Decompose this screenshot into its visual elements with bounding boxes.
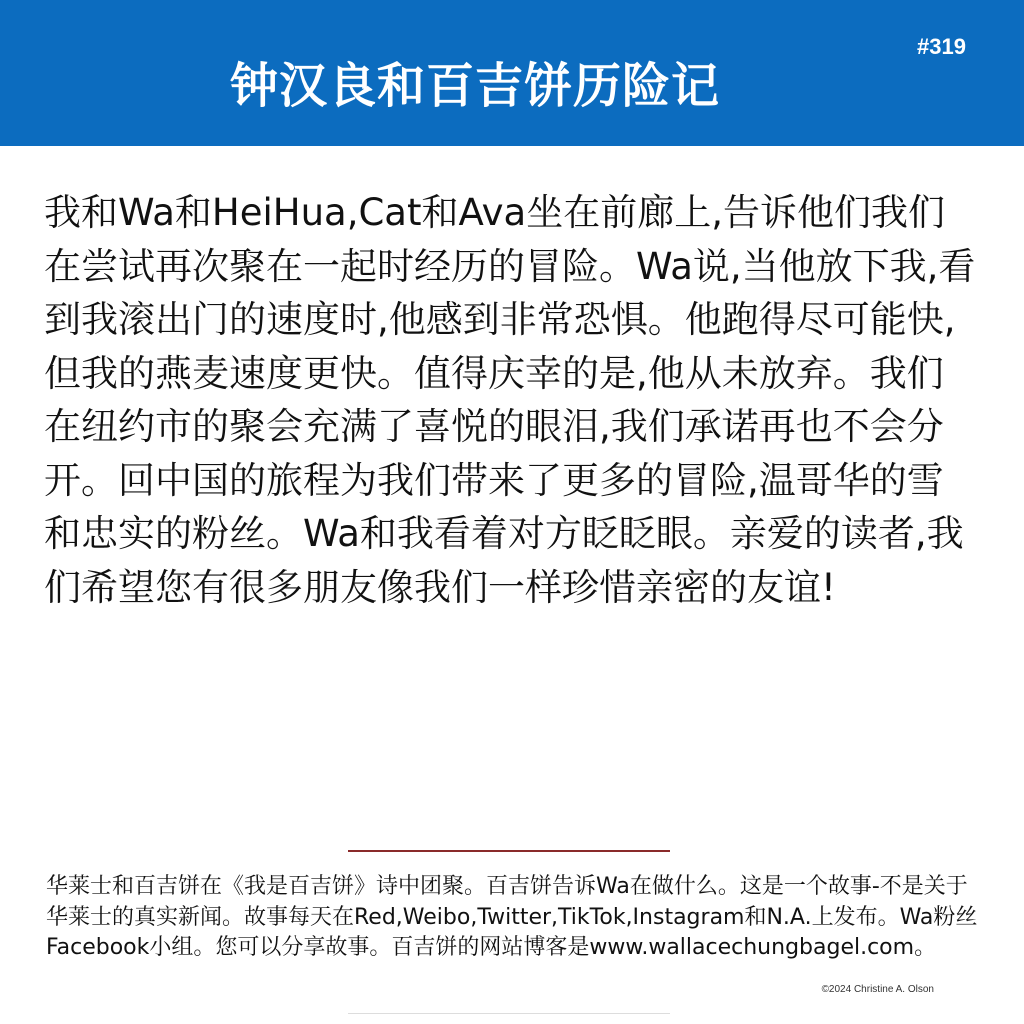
header-banner: [0, 0, 1024, 146]
bottom-rule: [348, 1013, 670, 1014]
story-text: 我和Wa和HeiHua,Cat和Ava坐在前廊上,告诉他们我们在尝试再次聚在一起时经历的冒险。Wa说,当他放下我,看到我滚出门的速度时,他感到非常恐惧。他跑得尽可能快,但我的燕麦速度更快。值得庆幸的是,他从未放弃。我们在纽约市的聚会充满了喜悦的眼泪,我们承诺再也不会分开。回中国的旅程为我们带来了更多的冒险,温哥华的雪和忠实的粉丝。Wa和我看着对方眨眨眼。亲爱的读者,我们希望您有很多朋友像我们一样珍惜亲密的友谊!: [44, 191, 976, 609]
copyright-notice: ©2024 Christine A. Olson: [821, 984, 934, 995]
footer-divider: [348, 850, 670, 852]
footnote-text: 华莱士和百吉饼在《我是百吉饼》诗中团聚。百吉饼告诉Wa在做什么。这是一个故事-不是关于华莱士的真实新闻。故事每天在Red,Weibo,Twitter,TikTok,Instagram和N.A.上发布。Wa粉丝Facebook小组。您可以分享故事。百吉饼的网站博客是www.wallacechungbagel.com。: [46, 874, 978, 960]
page-title: 钟汉良和百吉饼历险记: [229, 58, 720, 114]
episode-number: #319: [917, 34, 966, 59]
